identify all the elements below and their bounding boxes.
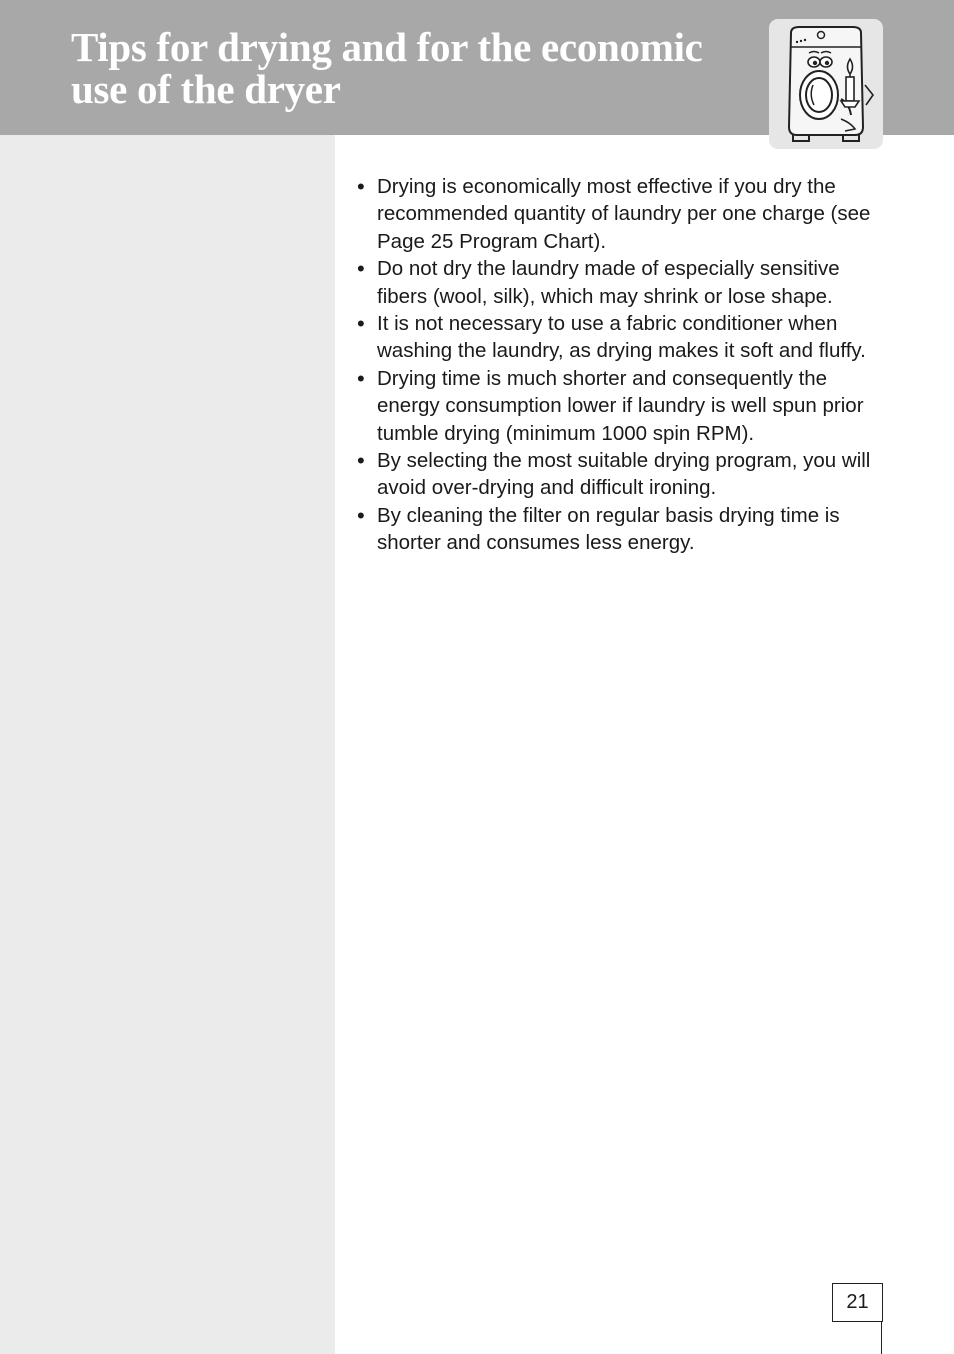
tip-item: • By cleaning the filter on regular basis drying time is shorter and consumes less energy. bbox=[357, 502, 887, 557]
tip-item: • It is not necessary to use a fabric conditioner when washing the laundry, as drying makes it soft and fluffy. bbox=[357, 310, 887, 365]
washing-machine-mascot-icon bbox=[769, 19, 883, 149]
tip-item: • Do not dry the laundry made of especially sensitive fibers (wool, silk), which may shrink or lose shape. bbox=[357, 255, 887, 310]
page-edge-line bbox=[881, 1321, 882, 1354]
page-title: Tips for drying and for the economic use of the dryer bbox=[71, 24, 703, 112]
side-column bbox=[0, 135, 335, 1354]
tips-list bbox=[357, 173, 887, 557]
page-number: 21 bbox=[832, 1283, 883, 1322]
tip-item: • Drying is economically most effective if you dry the recommended quantity of laundry per one charge (see Page 25 Program Chart). bbox=[357, 173, 887, 255]
tip-item: • By selecting the most suitable drying program, you will avoid over-drying and difficult ironing. bbox=[357, 447, 887, 502]
tip-item: • Drying time is much shorter and consequently the energy consumption lower if laundry is well spun prior tumble drying (minimum 1000 spin RPM). bbox=[357, 365, 887, 447]
